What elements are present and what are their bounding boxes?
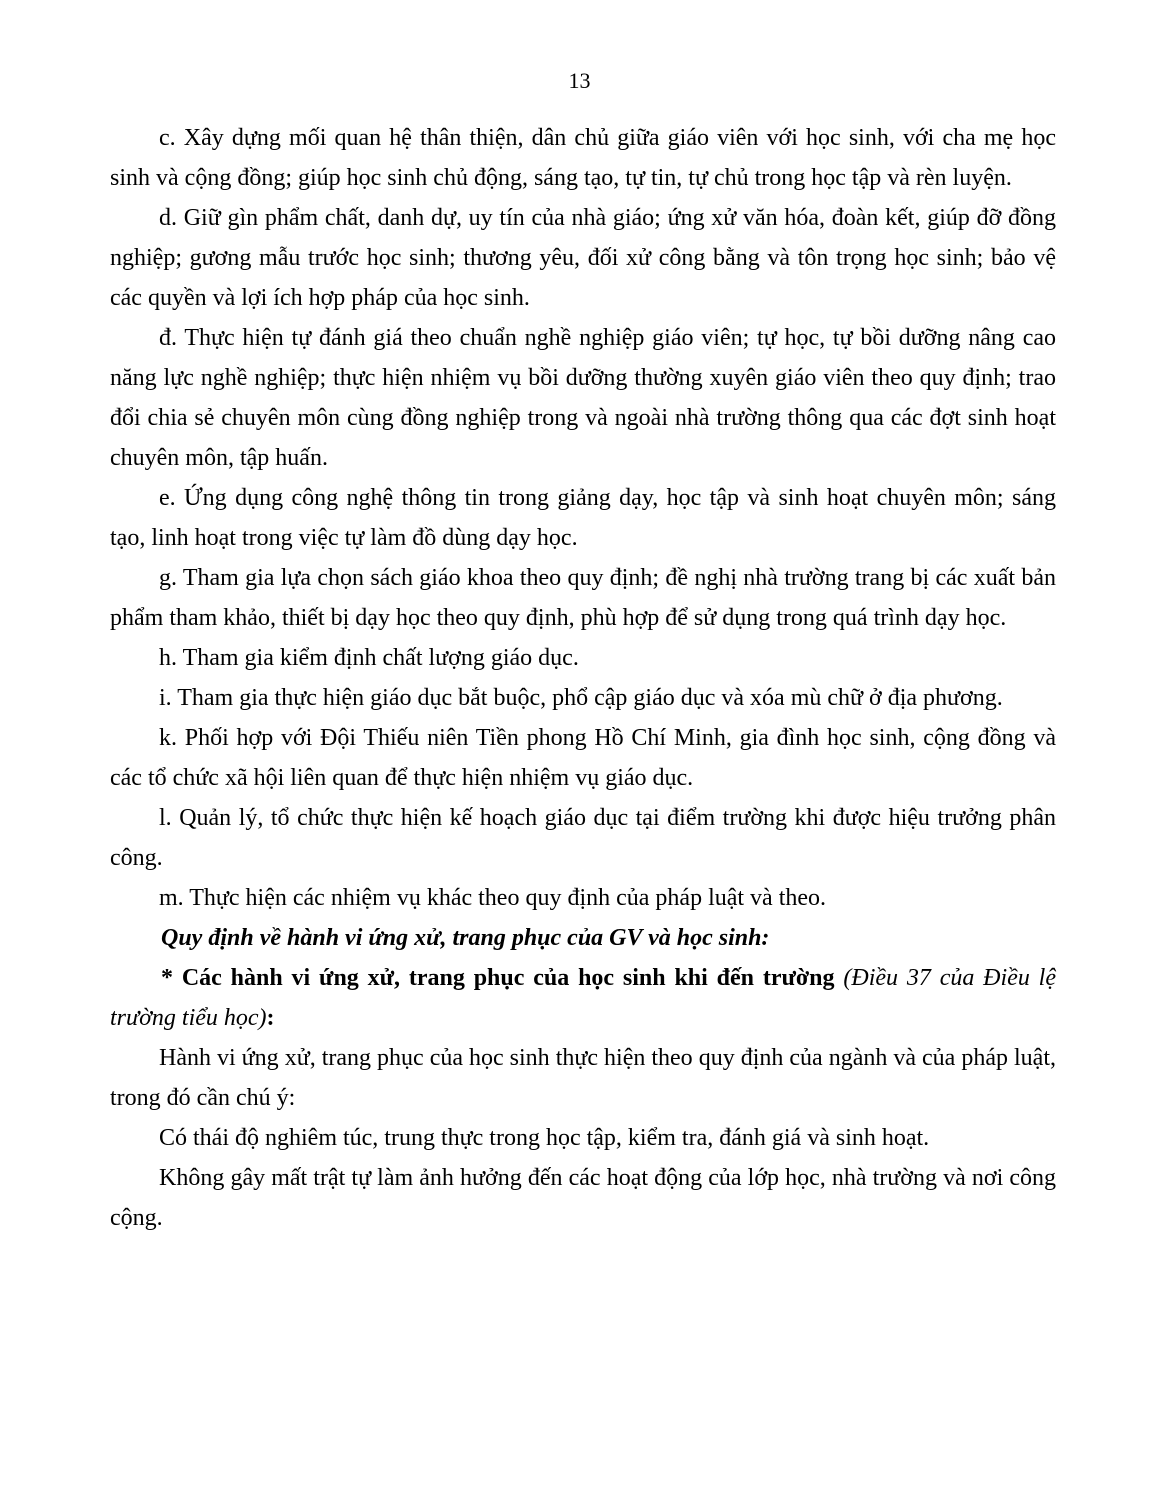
paragraph-l: l. Quản lý, tổ chức thực hiện kế hoạch giáo dục tại điểm trường khi được hiệu trưởng phân công. — [110, 805, 1056, 871]
document-body — [110, 118, 1056, 1238]
paragraph-c: c. Xây dựng mối quan hệ thân thiện, dân chủ giữa giáo viên với học sinh, với cha mẹ học sinh và cộng đồng; giúp học sinh chủ động, sáng tạo, tự tin, tự chủ trong học tập và rèn luyện. — [110, 125, 1056, 191]
paragraph-h: h. Tham gia kiểm định chất lượng giáo dục. — [159, 645, 579, 671]
body-paragraph-2: Có thái độ nghiêm túc, trung thực trong học tập, kiểm tra, đánh giá và sinh hoạt. — [159, 1125, 930, 1151]
body-paragraph-3: Không gây mất trật tự làm ảnh hưởng đến các hoạt động của lớp học, nhà trường và nơi công cộng. — [110, 1165, 1056, 1231]
sub-heading-citation: (Điều 37 của Điều lệ trường tiểu học) — [110, 965, 1056, 1031]
page-number: 13 — [568, 68, 591, 93]
paragraph-e: e. Ứng dụng công nghệ thông tin trong giảng dạy, học tập và sinh hoạt chuyên môn; sáng tạo, linh hoạt trong việc tự làm đồ dùng dạy học. — [110, 485, 1056, 551]
sub-heading-bold: * Các hành vi ứng xử, trang phục của học sinh khi đến trường — [161, 965, 835, 991]
paragraph-d: d. Giữ gìn phẩm chất, danh dự, uy tín của nhà giáo; ứng xử văn hóa, đoàn kết, giúp đỡ đồng nghiệp; gương mẫu trước học sinh; thương yêu, đối xử công bằng và tôn trọng học sinh; bảo vệ các quyền và lợi ích hợp pháp của học sinh. — [110, 205, 1056, 311]
section-heading: Quy định về hành vi ứng xử, trang phục của GV và học sinh: — [161, 925, 770, 951]
paragraph-dd: đ. Thực hiện tự đánh giá theo chuẩn nghề nghiệp giáo viên; tự học, tự bồi dưỡng nâng cao năng lực nghề nghiệp; thực hiện nhiệm vụ bồi dưỡng thường xuyên giáo viên theo quy định; trao đổi chia sẻ chuyên môn cùng đồng nghiệp trong và ngoài nhà trường thông qua các đợt sinh hoạt chuyên môn, tập huấn. — [110, 325, 1056, 471]
sub-heading — [110, 958, 1056, 1038]
paragraph-k: k. Phối hợp với Đội Thiếu niên Tiền phong Hồ Chí Minh, gia đình học sinh, cộng đồng và các tổ chức xã hội liên quan để thực hiện nhiệm vụ giáo dục. — [110, 725, 1056, 791]
sub-heading-colon: : — [266, 1005, 275, 1031]
body-paragraph-1: Hành vi ứng xử, trang phục của học sinh thực hiện theo quy định của ngành và của pháp luật, trong đó cần chú ý: — [110, 1045, 1056, 1111]
paragraph-i: i. Tham gia thực hiện giáo dục bắt buộc, phổ cập giáo dục và xóa mù chữ ở địa phương. — [159, 685, 1003, 711]
paragraph-g: g. Tham gia lựa chọn sách giáo khoa theo quy định; đề nghị nhà trường trang bị các xuất bản phẩm tham khảo, thiết bị dạy học theo quy định, phù hợp để sử dụng trong quá trình dạy học. — [110, 565, 1056, 631]
paragraph-m: m. Thực hiện các nhiệm vụ khác theo quy định của pháp luật và theo. — [159, 885, 827, 911]
